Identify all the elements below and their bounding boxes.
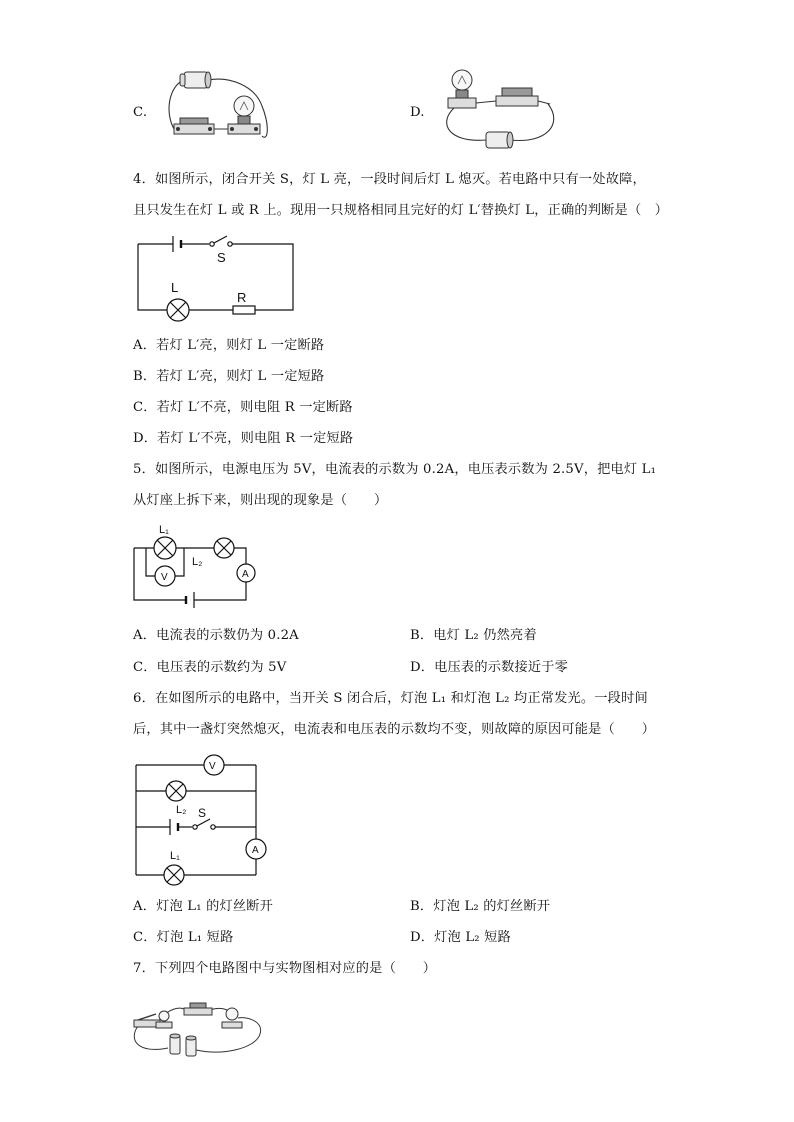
q6-option-d: D．灯泡 L₂ 短路: [410, 930, 511, 945]
q6-voltmeter-label: V: [209, 761, 216, 772]
q3-option-c-figure: [160, 66, 280, 148]
q6-stem-line2: 后，其中一盏灯突然熄灭，电流表和电压表的示数均不变，则故障的原因可能是（ ）: [133, 722, 656, 737]
q6-stem-line1: 6．在如图所示的电路中，当开关 S 闭合后，灯泡 L₁ 和灯泡 L₂ 均正常发光。一段时间: [133, 691, 648, 706]
q5-option-d: D．电压表的示数接近于零: [410, 660, 569, 675]
q6-option-a: A．灯泡 L₁ 的灯丝断开: [133, 899, 274, 914]
q5-voltmeter-label: V: [161, 572, 168, 583]
q5-label-l1: L₁: [159, 524, 169, 536]
q3-option-d-label: D.: [410, 105, 425, 120]
q5-option-a: A．电流表的示数仍为 0.2A: [133, 628, 299, 643]
q6-option-b: B．灯泡 L₂ 的灯丝断开: [410, 899, 551, 914]
q5-stem-line1: 5．如图所示，电源电压为 5V，电流表的示数为 0.2A，电压表示数为 2.5V，把电灯 L₁: [133, 462, 657, 477]
q4-option-a: A．若灯 L′亮，则灯 L 一定断路: [133, 338, 325, 353]
q4-circuit-diagram: [133, 232, 303, 328]
q4-label-l: L: [171, 280, 179, 295]
q6-circuit-diagram: [128, 751, 268, 887]
q7-real-object-figure: [128, 996, 268, 1062]
q5-circuit-diagram: [128, 520, 262, 610]
q4-label-r: R: [237, 290, 247, 305]
q5-label-l2: L₂: [192, 556, 203, 568]
q4-option-b: B．若灯 L′亮，则灯 L 一定短路: [133, 369, 325, 384]
q4-option-c: C．若灯 L′不亮，则电阻 R 一定断路: [133, 400, 353, 415]
q5-ammeter-label: A: [242, 569, 249, 580]
q3-option-c-label: C.: [133, 105, 148, 120]
q4-label-s: S: [217, 250, 226, 265]
q6-label-l1: L₁: [170, 850, 180, 862]
q6-option-c: C．灯泡 L₁ 短路: [133, 930, 234, 945]
q6-ammeter-label: A: [252, 845, 259, 856]
q4-stem-line2: 且只发生在灯 L 或 R 上。现用一只规格相同且完好的灯 L′替换灯 L，正确的判断是（ ）: [133, 203, 669, 218]
q6-label-s: S: [198, 806, 207, 820]
q7-stem-line1: 7．下列四个电路图中与实物图相对应的是（ ）: [133, 961, 437, 976]
q5-option-b: B．电灯 L₂ 仍然亮着: [410, 628, 537, 643]
q4-option-d: D．若灯 L′不亮，则电阻 R 一定短路: [133, 431, 354, 446]
q6-label-l2: L₂: [176, 804, 187, 816]
q5-stem-line2: 从灯座上拆下来，则出现的现象是（ ）: [133, 493, 388, 508]
q5-option-c: C．电压表的示数约为 5V: [133, 660, 287, 675]
q4-stem-line1: 4．如图所示，闭合开关 S，灯 L 亮，一段时间后灯 L 熄灭。若电路中只有一处故障，: [133, 172, 646, 187]
q3-option-d-figure: [438, 68, 568, 150]
